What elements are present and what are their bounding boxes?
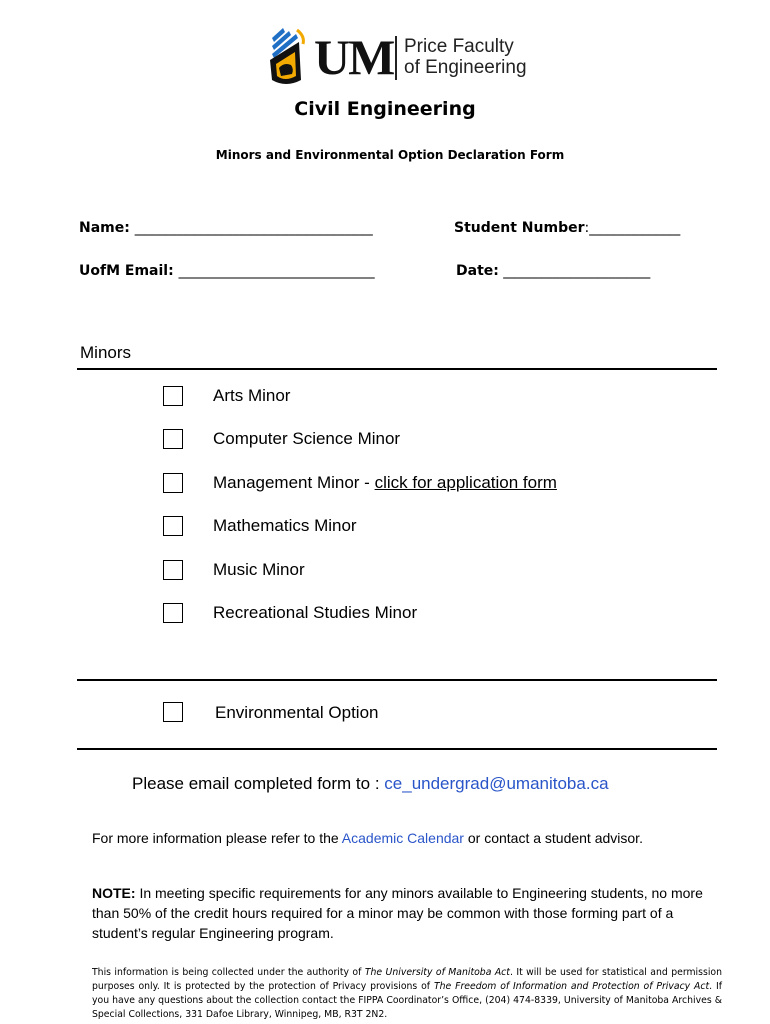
email-instruction-text: Please email completed form to : — [132, 774, 385, 793]
privacy-act-2: The Freedom of Information and Protection of Privacy Act — [433, 981, 710, 992]
mathematics-minor-label: Mathematics Minor — [213, 516, 357, 535]
university-logo-icon — [269, 22, 311, 88]
page-title: Civil Engineering — [294, 98, 476, 120]
note-paragraph — [92, 883, 712, 943]
logo-wordmark: UM — [314, 29, 394, 85]
section-divider — [77, 679, 717, 681]
privacy-text-2: . It will be used for statistical and permission purposes only. It is protected by the protection of Privacy provisions of — [92, 967, 722, 992]
uofm-email-blank: ____________________________ — [178, 263, 375, 279]
privacy-text-1: This information is being collected under the authority of — [92, 967, 365, 978]
computer-science-minor-label: Computer Science Minor — [213, 429, 401, 448]
music-minor-label: Music Minor — [213, 560, 305, 579]
info-line — [92, 829, 643, 847]
info-prefix: For more information please refer to the — [92, 830, 342, 846]
privacy-text-3: . If you have any questions about the collection contact the FIPPA Coordinator’s Office, (204) 474-8339, University of Manitoba Archives & Special Collections, 331 Dafoe Library, Winnipeg, MB, R3T 2N2. — [92, 981, 723, 1020]
uofm-email-label: UofM Email: — [79, 263, 179, 279]
application-form-link[interactable]: click for application form — [374, 473, 557, 492]
date-label: Date: — [456, 263, 499, 279]
student-number-field[interactable] — [454, 219, 680, 237]
mathematics-minor-checkbox[interactable] — [163, 516, 183, 536]
management-minor-label — [213, 473, 557, 493]
name-field[interactable] — [79, 219, 373, 237]
arts-minor-checkbox[interactable] — [163, 386, 183, 406]
note-text: In meeting specific requirements for any minors available to Engineering students, no more than 50% of the credit hours required for a minor may be common with those forming part of a student’s regular Engineering program. — [92, 885, 703, 941]
music-minor-checkbox[interactable] — [163, 560, 183, 580]
name-blank: __________________________________ — [134, 220, 373, 236]
management-minor-text: Management Minor - — [213, 473, 375, 492]
date-field[interactable] — [456, 262, 650, 280]
student-number-blank: :_____________ — [584, 220, 681, 236]
environmental-option-label: Environmental Option — [215, 703, 379, 722]
uofm-email-field[interactable] — [79, 262, 375, 280]
environmental-option-checkbox[interactable] — [163, 702, 183, 722]
date-blank: _____________________ — [498, 263, 651, 279]
contact-email-link[interactable]: ce_undergrad@umanitoba.ca — [384, 774, 609, 793]
note-label: NOTE: — [92, 885, 136, 901]
logo-divider — [395, 36, 397, 80]
privacy-act-1: The University of Manitoba Act — [364, 967, 510, 978]
management-minor-checkbox[interactable] — [163, 473, 183, 493]
name-label: Name: — [79, 220, 135, 236]
recreational-studies-minor-label: Recreational Studies Minor — [213, 603, 418, 622]
section-divider — [77, 748, 717, 750]
minors-heading: Minors — [80, 343, 132, 362]
privacy-notice — [92, 966, 722, 1022]
logo-faculty-line1: Price Faculty — [404, 36, 514, 57]
recreational-studies-minor-checkbox[interactable] — [163, 603, 183, 623]
logo-faculty-line2: of Engineering — [404, 57, 527, 78]
arts-minor-label: Arts Minor — [213, 386, 291, 405]
academic-calendar-link[interactable]: Academic Calendar — [341, 830, 464, 846]
form-subtitle: Minors and Environmental Option Declaration Form — [215, 148, 565, 162]
computer-science-minor-checkbox[interactable] — [163, 429, 183, 449]
email-instruction — [132, 773, 609, 795]
student-number-label: Student Number — [454, 220, 585, 236]
info-suffix: or contact a student advisor. — [463, 830, 643, 846]
section-divider — [77, 368, 717, 370]
